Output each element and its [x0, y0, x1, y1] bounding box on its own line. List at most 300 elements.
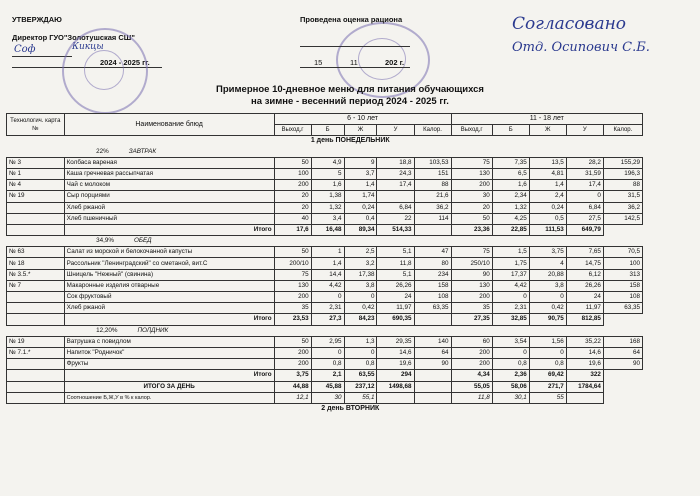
value-cell: 75	[274, 269, 311, 280]
value-cell: 11,97	[566, 303, 603, 314]
value-cell: 20	[274, 202, 311, 213]
row-blank	[642, 280, 694, 291]
value-cell: 20	[274, 191, 311, 202]
value-cell: 11,8	[377, 258, 414, 269]
value-cell: 200	[274, 347, 311, 358]
techcard-cell: № 1	[7, 168, 65, 179]
meal-pct: 22%	[96, 147, 109, 155]
value-cell: 88	[603, 180, 642, 191]
signature-mid: Кикцы	[72, 42, 104, 52]
subtotal-value: 69,42	[529, 370, 566, 381]
value-cell: 14,6	[377, 347, 414, 358]
header-age-6-10: 6 - 10 лет	[274, 114, 451, 125]
total-blank	[7, 381, 65, 392]
total-blank	[7, 224, 65, 235]
value-cell: 13,5	[529, 157, 566, 168]
value-cell: 1,32	[311, 202, 344, 213]
total-blank	[7, 314, 65, 325]
row-blank	[642, 168, 694, 179]
meal-title	[64, 325, 274, 336]
meal-blank	[642, 325, 694, 336]
value-cell: 50	[451, 213, 492, 224]
subtotal-value: 649,79	[566, 224, 603, 235]
day-label: 1 день ПОНЕДЕЛЬНИК	[310, 137, 390, 145]
meal-heading	[7, 325, 695, 336]
value-cell: 24	[566, 292, 603, 303]
meal-blank	[492, 325, 529, 336]
meal-blank	[414, 325, 451, 336]
value-cell: 168	[603, 336, 642, 347]
value-cell: 22	[377, 213, 414, 224]
ratio-value: 12,1	[274, 392, 311, 403]
value-cell: 1,6	[492, 180, 529, 191]
dish-cell: Колбаса вареная	[64, 157, 274, 168]
subtotal-value: 23,53	[274, 314, 311, 325]
value-cell: 4,25	[492, 213, 529, 224]
day-label: 2 день ВТОРНИК	[321, 404, 380, 412]
value-cell: 1,38	[311, 191, 344, 202]
value-cell: 17,4	[377, 180, 414, 191]
signature-left: Соф	[14, 44, 36, 55]
dish-cell: Хлеб ржаной	[64, 202, 274, 213]
table-row	[7, 336, 695, 347]
value-cell: 0,8	[344, 359, 377, 370]
value-cell: 2,4	[529, 191, 566, 202]
ratio-value: 55,1	[344, 392, 377, 403]
value-cell: 6,12	[566, 269, 603, 280]
value-cell: 196,3	[603, 168, 642, 179]
value-cell: 3,2	[344, 258, 377, 269]
techcard-cell	[7, 303, 65, 314]
page-title: Примерное 10-дневное меню для питания обучающихся	[216, 84, 484, 95]
subtotal-value: 322	[566, 370, 603, 381]
value-cell: 3,8	[344, 280, 377, 291]
subtotal-label: Итого	[64, 370, 274, 381]
value-cell: 6,84	[566, 202, 603, 213]
handwriting-agreed: Согласовано	[512, 14, 627, 34]
dish-cell: Шницель "Нежный" (свинина)	[64, 269, 274, 280]
subheader-cell: Ж	[529, 125, 566, 136]
techcard-cell: № 7.1.*	[7, 347, 65, 358]
meal-heading	[7, 236, 695, 247]
value-cell: 50	[274, 157, 311, 168]
value-cell: 2,31	[311, 303, 344, 314]
subtotal-value: 22,85	[492, 224, 529, 235]
row-blank	[642, 258, 694, 269]
value-cell: 6,5	[492, 168, 529, 179]
row-blank	[642, 180, 694, 191]
value-cell: 4,9	[311, 157, 344, 168]
subheader-cell: Б	[492, 125, 529, 136]
value-cell: 17,37	[492, 269, 529, 280]
value-cell: 100	[603, 258, 642, 269]
approve-label: УТВЕРЖДАЮ	[12, 15, 62, 24]
value-cell: 200	[274, 180, 311, 191]
value-cell: 1,75	[492, 258, 529, 269]
ratio-row	[7, 392, 695, 403]
value-cell: 0	[492, 292, 529, 303]
subtotal-value: 17,6	[274, 224, 311, 235]
ratio-value: 30	[311, 392, 344, 403]
techcard-cell: № 7	[7, 280, 65, 291]
day-total-value: 271,7	[529, 381, 566, 392]
value-cell: 1,4	[529, 180, 566, 191]
value-cell: 114	[414, 213, 451, 224]
subtotal-value: 111,53	[529, 224, 566, 235]
day-total-value	[414, 381, 451, 392]
meal-name: ОБЕД	[133, 237, 152, 245]
meal-blank	[566, 147, 603, 158]
value-cell: 63,35	[414, 303, 451, 314]
table-row	[7, 347, 695, 358]
value-cell: 14,75	[566, 258, 603, 269]
value-cell: 9	[344, 157, 377, 168]
dish-cell: Хлеб пшеничный	[64, 213, 274, 224]
value-cell: 200/10	[274, 258, 311, 269]
year-label: 2024 - 2025 гг.	[100, 58, 150, 67]
value-cell: 5,1	[377, 269, 414, 280]
meal-blank	[311, 325, 344, 336]
row-blank	[642, 157, 694, 168]
value-cell: 88	[414, 180, 451, 191]
value-cell: 3,75	[529, 247, 566, 258]
day-total-row	[7, 381, 695, 392]
value-cell: 14,4	[311, 269, 344, 280]
row-blank	[642, 202, 694, 213]
subtotal-value: 63,55	[344, 370, 377, 381]
meal-blank	[451, 236, 492, 247]
value-cell: 0	[311, 292, 344, 303]
meal-pct: 34,9%	[96, 237, 114, 245]
value-cell: 20,88	[529, 269, 566, 280]
value-cell: 64	[603, 347, 642, 358]
table-row	[7, 303, 695, 314]
row-blank	[642, 247, 694, 258]
value-cell: 0,24	[344, 202, 377, 213]
table-row	[7, 191, 695, 202]
value-cell: 4,42	[492, 280, 529, 291]
subtotal-value: 514,33	[377, 224, 414, 235]
day-total-value: 237,12	[344, 381, 377, 392]
dish-cell: Ватрушка с повидлом	[64, 336, 274, 347]
assessment-label: Проведена оценка рациона	[300, 15, 403, 24]
meal-blank	[274, 325, 311, 336]
subtotal-value: 3,75	[274, 370, 311, 381]
value-cell: 5	[311, 168, 344, 179]
value-cell: 234	[414, 269, 451, 280]
value-cell: 158	[603, 280, 642, 291]
subtotal-value: 2,36	[492, 370, 529, 381]
table-row	[7, 269, 695, 280]
header-dish: Наименование блюд	[64, 114, 274, 136]
meal-heading	[7, 147, 695, 158]
value-cell: 75	[451, 247, 492, 258]
value-cell: 4,42	[311, 280, 344, 291]
meal-blank	[451, 147, 492, 158]
dish-cell: Сыр порциями	[64, 191, 274, 202]
subheader-cell: Б	[311, 125, 344, 136]
techcard-cell: № 19	[7, 336, 65, 347]
meal-blank	[414, 147, 451, 158]
value-cell: 1,74	[344, 191, 377, 202]
value-cell: 36,2	[603, 202, 642, 213]
techcard-cell: № 63	[7, 247, 65, 258]
subtotal-row	[7, 224, 695, 235]
row-blank	[603, 392, 642, 403]
value-cell: 50	[274, 247, 311, 258]
subheader-cell: У	[377, 125, 414, 136]
day-heading	[7, 136, 695, 147]
day-total-label: ИТОГО ЗА ДЕНЬ	[64, 381, 274, 392]
value-cell: 75	[451, 157, 492, 168]
subtotal-value	[414, 314, 451, 325]
value-cell: 35	[274, 303, 311, 314]
value-cell: 0	[344, 292, 377, 303]
row-blank	[642, 359, 694, 370]
value-cell: 155,29	[603, 157, 642, 168]
techcard-cell: № 3	[7, 157, 65, 168]
value-cell: 1	[311, 247, 344, 258]
value-cell: 18,8	[377, 157, 414, 168]
meal-blank	[7, 325, 65, 336]
value-cell: 0	[529, 347, 566, 358]
value-cell: 100	[274, 168, 311, 179]
value-cell: 0,8	[529, 359, 566, 370]
value-cell: 19,6	[566, 359, 603, 370]
subtotal-label: Итого	[64, 314, 274, 325]
director-label: Директор ГУО"Золотушская СШ"	[12, 33, 135, 42]
value-cell: 11,97	[377, 303, 414, 314]
value-cell: 0,8	[492, 359, 529, 370]
ratio-value	[566, 392, 603, 403]
value-cell: 4	[529, 258, 566, 269]
subtotal-label: Итого	[64, 224, 274, 235]
table-row	[7, 258, 695, 269]
subheader-cell: Ж	[344, 125, 377, 136]
value-cell: 0	[344, 347, 377, 358]
day-total-value: 44,88	[274, 381, 311, 392]
value-cell: 31,59	[566, 168, 603, 179]
ratio-value: 55	[529, 392, 566, 403]
value-cell: 20	[451, 202, 492, 213]
value-cell: 250/10	[451, 258, 492, 269]
row-blank	[603, 381, 642, 392]
value-cell: 103,53	[414, 157, 451, 168]
subtotal-value: 27,35	[451, 314, 492, 325]
meal-blank	[274, 236, 311, 247]
value-cell: 151	[414, 168, 451, 179]
row-blank	[642, 336, 694, 347]
value-cell: 17,38	[344, 269, 377, 280]
value-cell: 14,6	[566, 347, 603, 358]
subtotal-value: 812,85	[566, 314, 603, 325]
value-cell: 0	[492, 347, 529, 358]
dish-cell: Макаронные изделия отварные	[64, 280, 274, 291]
dish-cell: Салат из морской и белокочанной капусты	[64, 247, 274, 258]
value-cell: 28,2	[566, 157, 603, 168]
row-blank	[642, 191, 694, 202]
subheader-cell: Выход,г	[451, 125, 492, 136]
value-cell: 31,5	[603, 191, 642, 202]
techcard-cell	[7, 202, 65, 213]
row-blank	[603, 370, 642, 381]
meal-blank	[344, 147, 377, 158]
subtotal-value: 23,36	[451, 224, 492, 235]
dish-cell: Каша гречневая рассыпчатая	[64, 168, 274, 179]
value-cell: 0,24	[529, 202, 566, 213]
subtotal-value	[414, 370, 451, 381]
subtotal-value: 27,3	[311, 314, 344, 325]
dish-cell: Хлеб ржаной	[64, 303, 274, 314]
subtotal-row	[7, 370, 695, 381]
value-cell: 130	[451, 168, 492, 179]
subtotal-row	[7, 314, 695, 325]
value-cell: 1,5	[492, 247, 529, 258]
value-cell: 70,5	[603, 247, 642, 258]
meal-blank	[603, 147, 642, 158]
value-cell: 90	[414, 359, 451, 370]
row-blank	[603, 314, 642, 325]
value-cell: 47	[414, 247, 451, 258]
value-cell: 63,35	[603, 303, 642, 314]
value-cell: 40	[274, 213, 311, 224]
subheader-cell: Калор.	[414, 125, 451, 136]
table-row	[7, 213, 695, 224]
subheader-cell: У	[566, 125, 603, 136]
meal-blank	[377, 147, 414, 158]
ratio-value: 30,1	[492, 392, 529, 403]
value-cell: 0,42	[529, 303, 566, 314]
header-age-11-18: 11 - 18 лет	[451, 114, 642, 125]
subtotal-value: 294	[377, 370, 414, 381]
value-cell: 35	[451, 303, 492, 314]
signature-line	[12, 56, 72, 57]
value-cell: 2,31	[492, 303, 529, 314]
meal-blank	[377, 325, 414, 336]
table-row	[7, 280, 695, 291]
meal-blank	[274, 147, 311, 158]
value-cell	[377, 191, 414, 202]
techcard-cell: № 19	[7, 191, 65, 202]
subtotal-value: 89,34	[344, 224, 377, 235]
ratio-value	[414, 392, 451, 403]
ratio-value	[377, 392, 414, 403]
meal-blank	[377, 236, 414, 247]
value-cell: 140	[414, 336, 451, 347]
row-blank	[642, 303, 694, 314]
meal-blank	[603, 236, 642, 247]
value-cell: 313	[603, 269, 642, 280]
value-cell: 26,26	[566, 280, 603, 291]
row-blank	[642, 347, 694, 358]
subheader-cell: Выход,г	[274, 125, 311, 136]
value-cell: 50	[274, 336, 311, 347]
value-cell: 6,84	[377, 202, 414, 213]
row-blank	[642, 213, 694, 224]
meal-name: ПОЛДНИК	[137, 326, 169, 334]
value-cell: 90	[451, 269, 492, 280]
value-cell: 200	[451, 180, 492, 191]
day-total-value: 45,88	[311, 381, 344, 392]
value-cell: 0,42	[344, 303, 377, 314]
value-cell: 7,65	[566, 247, 603, 258]
day-heading	[7, 403, 695, 414]
handwriting-name: Отд. Осипович С.Б.	[512, 40, 650, 55]
date-month: 11	[350, 58, 358, 67]
meal-blank	[529, 325, 566, 336]
dish-cell: Чай с молоком	[64, 180, 274, 191]
table-row	[7, 359, 695, 370]
meal-blank	[7, 236, 65, 247]
value-cell: 26,26	[377, 280, 414, 291]
subtotal-value: 4,34	[451, 370, 492, 381]
meal-blank	[492, 236, 529, 247]
value-cell: 0	[529, 292, 566, 303]
dish-cell: Фрукты	[64, 359, 274, 370]
table-row	[7, 292, 695, 303]
meal-blank	[492, 147, 529, 158]
meal-blank	[311, 236, 344, 247]
techcard-cell	[7, 213, 65, 224]
table-row	[7, 168, 695, 179]
meal-blank	[344, 236, 377, 247]
meal-blank	[642, 147, 694, 158]
day-total-value: 58,06	[492, 381, 529, 392]
table-row	[7, 247, 695, 258]
day-total-value: 1784,64	[566, 381, 603, 392]
meal-blank	[529, 236, 566, 247]
value-cell: 5,1	[377, 247, 414, 258]
ratio-value: 11,8	[451, 392, 492, 403]
value-cell: 4,81	[529, 168, 566, 179]
day-total-value: 1498,68	[377, 381, 414, 392]
subtotal-value	[414, 224, 451, 235]
value-cell: 200	[451, 359, 492, 370]
meal-title	[64, 147, 274, 158]
value-cell: 3,8	[529, 280, 566, 291]
meal-blank	[566, 325, 603, 336]
meal-blank	[7, 147, 65, 158]
value-cell: 1,32	[492, 202, 529, 213]
value-cell: 1,56	[529, 336, 566, 347]
total-blank	[7, 370, 65, 381]
date-line	[300, 67, 410, 68]
value-cell: 2,5	[344, 247, 377, 258]
value-cell: 200	[451, 347, 492, 358]
value-cell: 200	[274, 292, 311, 303]
value-cell: 29,35	[377, 336, 414, 347]
subtotal-value: 2,1	[311, 370, 344, 381]
page-subtitle: на зимне - весенний период 2024 - 2025 гг.	[251, 96, 449, 107]
subtotal-value: 32,85	[492, 314, 529, 325]
value-cell: 80	[414, 258, 451, 269]
header-blank	[642, 114, 694, 136]
value-cell: 35,22	[566, 336, 603, 347]
subtotal-value: 90,75	[529, 314, 566, 325]
value-cell: 30	[451, 191, 492, 202]
date-year: 202 г.	[385, 58, 405, 67]
value-cell: 0,4	[344, 213, 377, 224]
meal-title	[64, 236, 274, 247]
value-cell: 1,6	[311, 180, 344, 191]
value-cell: 142,5	[603, 213, 642, 224]
value-cell: 24	[377, 292, 414, 303]
value-cell: 17,4	[566, 180, 603, 191]
meal-blank	[642, 236, 694, 247]
day-total-value: 55,05	[451, 381, 492, 392]
value-cell: 130	[274, 280, 311, 291]
value-cell: 19,6	[377, 359, 414, 370]
